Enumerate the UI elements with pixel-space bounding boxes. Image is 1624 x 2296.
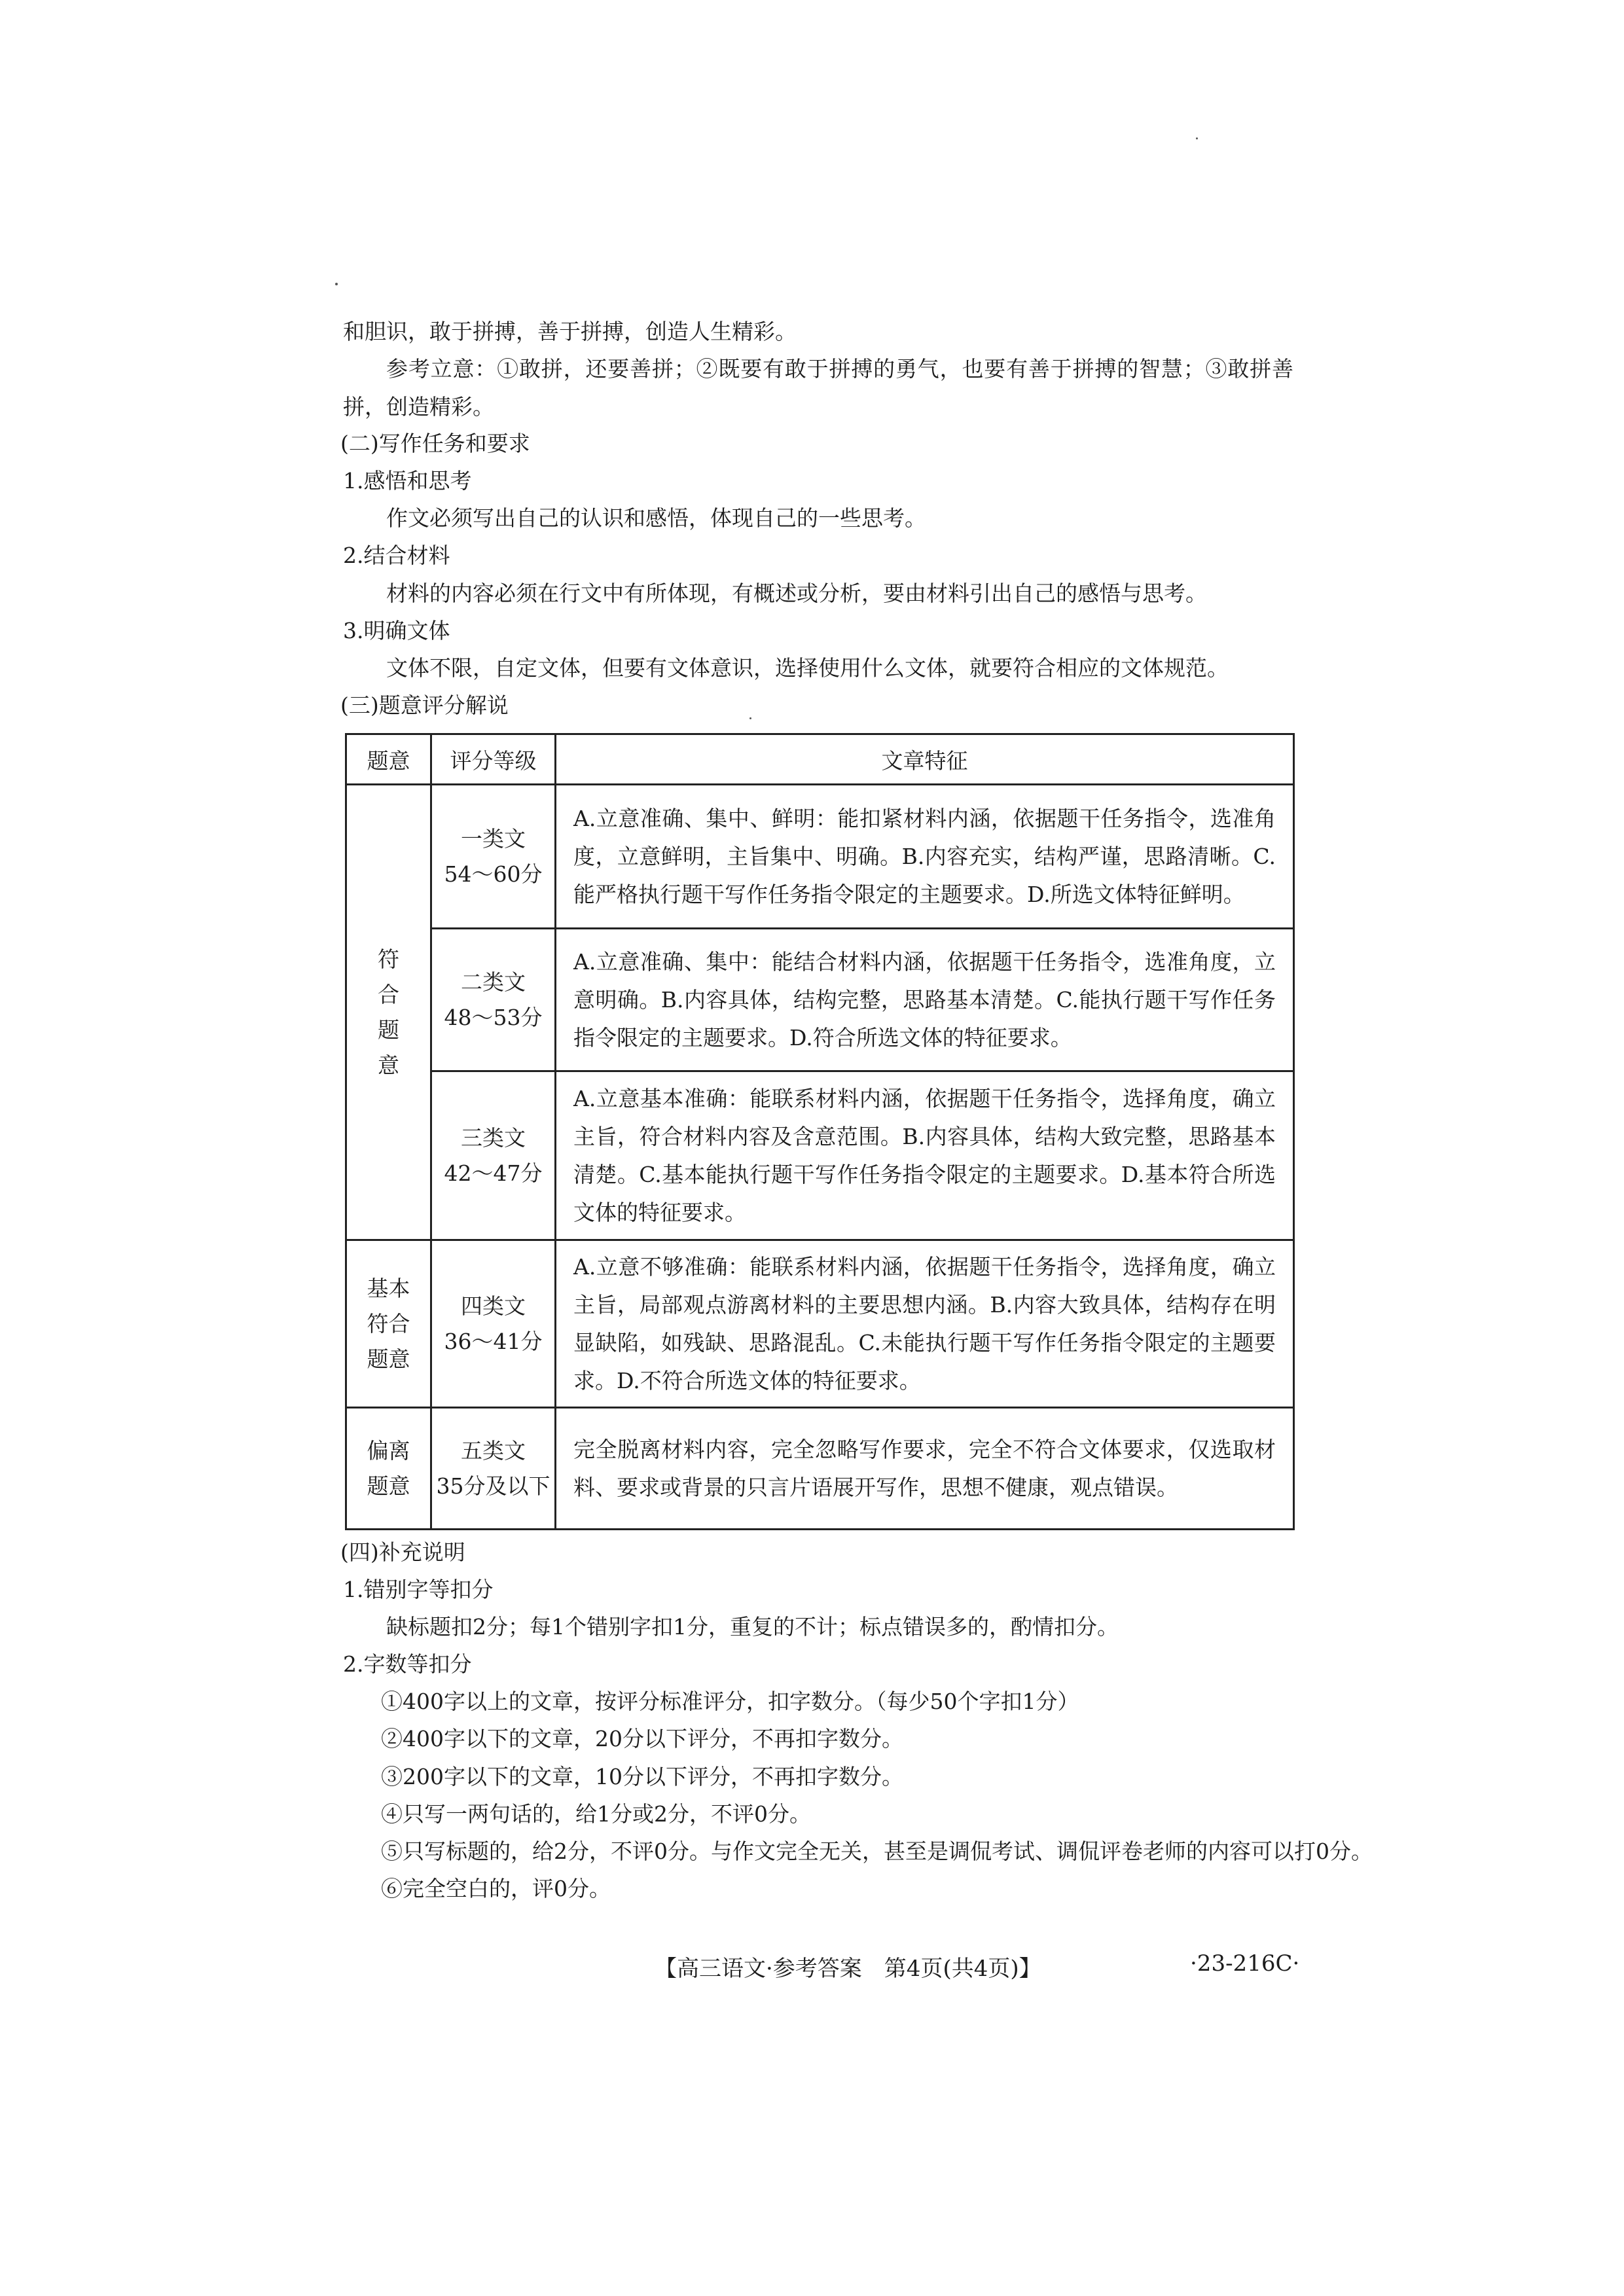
- grade-cell: 五类文 35分及以下: [431, 1408, 556, 1530]
- section2-item1-body: 作文必须写出自己的认识和感悟，体现自己的一些思考。: [386, 505, 926, 531]
- group-basic-on-topic: 基本符合题意: [346, 1240, 431, 1408]
- features-cell: A.立意准确、集中、鲜明：能扣紧材料内涵，依据题干任务指令，选准角度，立意鲜明，主旨集中、明确。B.内容充实，结构严谨，思路清晰。C.能严格执行题干写作任务指令限定的主题要求。D.所选文体特征鲜明。: [556, 785, 1294, 929]
- grade-cell: 四类文 36～41分: [431, 1240, 556, 1408]
- grade-cell: 一类文 54～60分: [431, 785, 556, 929]
- table-row: [346, 1071, 1294, 1240]
- deduction-item-1: ①400字以上的文章，按评分标准评分，扣字数分。（每少50个字扣1分）: [381, 1689, 1079, 1714]
- section2-heading: (二)写作任务和要求: [340, 431, 530, 456]
- features-cell: A.立意准确、集中：能结合材料内涵，依据题干任务指令，选准角度，立意明确。B.内容具体，结构完整，思路基本清楚。C.能执行题干写作任务指令限定的主题要求。D.符合所选文体的特征要求。: [556, 929, 1294, 1071]
- deduction-item-3: ③200字以下的文章，10分以下评分，不再扣字数分。: [381, 1764, 903, 1789]
- table-header-row: [346, 734, 1294, 785]
- footer-title: 【高三语文·参考答案 第4页(共4页)】: [655, 1956, 1041, 1982]
- section4-sub1-title: 1.错别字等扣分: [343, 1577, 494, 1602]
- deduction-item-5: ⑤只写标题的，给2分，不评0分。与作文完全无关，甚至是调侃考试、调侃评卷老师的内容可以打0分。: [381, 1839, 1373, 1864]
- section2-item2-body: 材料的内容必须在行文中有所体现，有概述或分析，要由材料引出自己的感悟与思考。: [386, 581, 1207, 606]
- grade-cell: 二类文 48～53分: [431, 929, 556, 1071]
- header-grade: 评分等级: [431, 734, 556, 785]
- section2-item2-title: 2.结合材料: [343, 543, 450, 568]
- reference-ideas: 参考立意：①敢拼，还要善拼；②既要有敢于拼搏的勇气，也要有善于拼搏的智慧；③敢拼善拼，创造精彩。: [343, 356, 1293, 420]
- scan-speck: [335, 283, 338, 285]
- deduction-item-4: ④只写一两句话的，给1分或2分，不评0分。: [381, 1801, 811, 1827]
- features-cell: A.立意基本准确：能联系材料内涵，依据题干任务指令，选择角度，确立主旨，符合材料内容及含意范围。B.内容具体，结构大致完整，思路基本清楚。C.基本能执行题干写作任务指令限定的主题要求。D.基本符合所选文体的特征要求。: [556, 1071, 1294, 1240]
- intro-line: 和胆识，敢于拼搏，善于拼搏，创造人生精彩。: [343, 319, 797, 344]
- section4-heading: (四)补充说明: [340, 1539, 465, 1565]
- footer-code: ·23-216C·: [1190, 1950, 1300, 1977]
- scoring-table: [345, 733, 1295, 1530]
- section3-heading: (三)题意评分解说: [340, 692, 509, 718]
- group-off-topic: 偏离题意: [346, 1408, 431, 1530]
- deduction-item-2: ②400字以下的文章，20分以下评分，不再扣字数分。: [381, 1726, 903, 1751]
- table-row: [346, 785, 1294, 929]
- header-features: 文章特征: [556, 734, 1294, 785]
- section2-item3-title: 3.明确文体: [343, 618, 450, 643]
- section4-sub2-title: 2.字数等扣分: [343, 1651, 472, 1677]
- section2-item1-title: 1.感悟和思考: [343, 468, 472, 493]
- table-row: [346, 929, 1294, 1071]
- table-row: [346, 1240, 1294, 1408]
- features-cell: 完全脱离材料内容，完全忽略写作要求，完全不符合文体要求，仅选取材料、要求或背景的只言片语展开写作，思想不健康，观点错误。: [556, 1408, 1294, 1530]
- table-row: [346, 1408, 1294, 1530]
- scan-speck: [1196, 137, 1198, 139]
- scan-speck: [749, 717, 751, 719]
- features-cell: A.立意不够准确：能联系材料内涵，依据题干任务指令，选择角度，确立主旨，局部观点游离材料的主要思想内涵。B.内容大致具体，结构存在明显缺陷，如残缺、思路混乱。C.未能执行题干写作任务指令限定的主题要求。D.不符合所选文体的特征要求。: [556, 1240, 1294, 1408]
- header-intent: 题意: [346, 734, 431, 785]
- deduction-item-6: ⑥完全空白的，评0分。: [381, 1876, 611, 1901]
- group-on-topic: 符合题意: [346, 785, 431, 1240]
- section2-item3-body: 文体不限，自定文体，但要有文体意识，选择使用什么文体，就要符合相应的文体规范。: [386, 655, 1229, 681]
- grade-cell: 三类文 42～47分: [431, 1071, 556, 1240]
- section4-sub1-body: 缺标题扣2分；每1个错别字扣1分，重复的不计；标点错误多的，酌情扣分。: [386, 1614, 1119, 1640]
